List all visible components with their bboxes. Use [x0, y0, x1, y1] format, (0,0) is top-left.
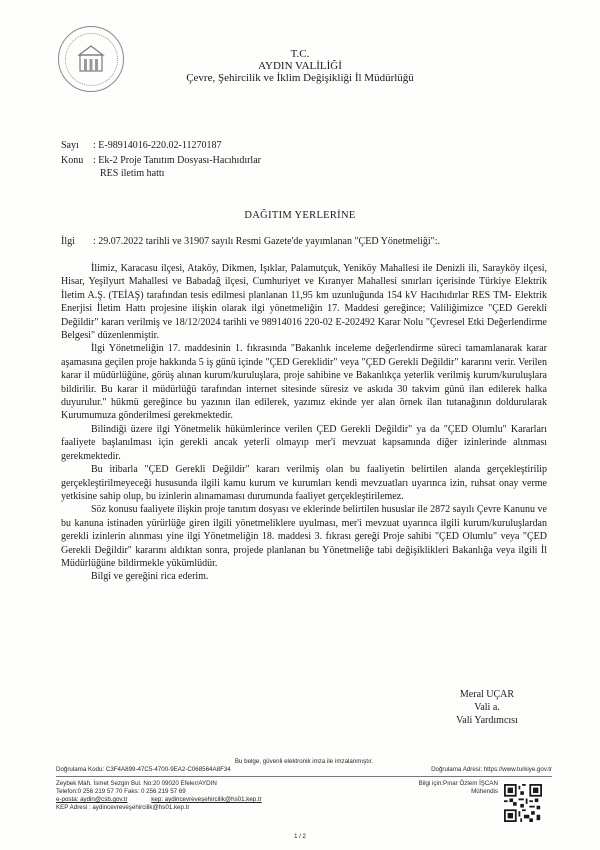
signature-block [432, 688, 542, 727]
header-governorship: AYDIN VALİLİĞİ [258, 60, 342, 72]
sayi-value: : E-98914016-220.02-11270187 [93, 140, 222, 151]
footer-divider [56, 776, 552, 777]
signer-name: Meral UÇAR [459, 689, 515, 700]
page-number: 1 / 2 [294, 834, 306, 840]
paragraph-2: İlgi Yönetmeliğin 17. maddesinin 1. fıkrasında "Bakanlık inceleme değerlendirme süreci tamamlanarak karar aşamasına geçilen proje hakkında 5 iş günü içinde "ÇED Gereklidir" veya "ÇED Gerekli Değildir" kararını verir. Verilen karar il müdürlüğüne, görüş alınan kurum/kuruluşlara, proje sahibine ve Bakanlıkça yeterlik verilmiş kurum/kuruluşlara bildirilir. Bu karar il müdürlüğü tarafından internet sitesinde süresiz ve askıda 30 takvim günü ilan edilerek halka duyurulur." hükmü gereğince bu yazının ilan edilerek, yazımız ekinde yer alan örnek ilan tutanağının doldurularak Kurumumuza gönderilmesi gerekmektedir. [61, 343, 547, 422]
paragraph-1: İlimiz, Karacasu ilçesi, Ataköy, Dikmen, Işıklar, Palamutçuk, Yeniköy Mahallesi ile Denizli ili, Sarayköy ilçesi, Hisar, Yeşilyurt Mahallesi ve Babadağ ilçesi, Cumhuriyet ve Kıranyer Mahallesi sınırları içerisinde Türkiye Elektrik İletim A.Ş. (TEİAŞ) tarafından tesis edilmesi planlanan 11,95 km uzunluğunda 154 kV Hacıhıdırlar RES TM- Elektrik Enerjisi İletim Hattı projesine ilişkin olarak ilgi yönetmeliğin 17. Maddesi gereğince; Valiliğimizce "ÇED Gerekli Değildir" kararı verilmiş ve 18/12/2024 tarihli ve 98914016 220-02 E-202492 Karar Nolu "Çevresel Etki Değerlendirme Belgesi" düzenlenmiştir. [61, 263, 547, 342]
footer-email [56, 796, 552, 804]
paragraph-6: Bilgi ve gereğini rica ederim. [91, 571, 209, 583]
ilgi-label: İlgi [61, 236, 75, 247]
verification-address: Doğrulama Adresi: https://www.turkiye.gov.tr [431, 766, 552, 773]
kep-link[interactable]: kep: aydincevreveşehircilik@hs01.kep.tr [151, 796, 262, 803]
paragraph-4: Bu itibarla "ÇED Gerekli Değildir" kararı verilmiş olan bu faaliyetin belirtilen alanda gerçekleştirilip gerçekleştirilmeyeceği hususunda ilgili kamu kurum ve kurumları kendi mevzuatları uyarınca izin, ruhsat onay verme yetkisine sahip olup, bu izinlerin alınamaması durumunda faaliyet gerçekleştirilemez. [61, 464, 547, 502]
ilgi-value: : 29.07.2022 tarihli ve 31907 sayılı Resmi Gazete'de yayımlanan "ÇED Yönetmeliği":. [93, 236, 441, 247]
paragraph-5: Söz konusu faaliyete ilişkin proje tanıtım dosyası ve eklerinde belirtilen hususlar ile 2872 sayılı Çevre Kanunu ve bu kanuna istinaden yürürlüğe giren ilgili yönetmeliklere uyulması, mer'i mevzuat uyarınca ilgili kurum/kuruluşlardan gerekli izinlerin alınması yine ilgi Yönetmeliğin 18. maddesi 3. fıkrası gereği Proje sahibi "ÇED Olumlu" veya "ÇED Gerekli Değildir" kararını aldıktan sonra, projede planlanan bu Yönetmeliğe tabi değişiklikleri Bakanlığa veya ilgili İl Müdürlüğüne bildirmekle yükümlüdür. [61, 504, 547, 569]
header-directorate: Çevre, Şehircilik ve İklim Değişikliği İl Müdürlüğü [186, 72, 414, 84]
footer-info: Bilgi için:Pınar Özlem İŞCAN [418, 780, 498, 787]
distribution-title: DAĞITIM YERLERİNE [244, 210, 356, 221]
konu-label: Konu [61, 155, 84, 166]
email-link[interactable]: e-posta: aydin@csb.gov.tr [56, 796, 128, 803]
header-tc: T.C. [290, 48, 310, 60]
footer-info-title: Mühendis [471, 788, 498, 795]
verification-code: Doğrulama Kodu: C3F4A899-47C5-4700-9EA2-C068564A8F34 [56, 766, 231, 773]
sayi-label: Sayı [61, 140, 79, 151]
paragraph-3: Bilindiği üzere ilgi Yönetmelik hükümlerince verilen ÇED Gerekli Değildir" ya da "ÇED Olumlu" Kararları faaliyete başlanılması için gerekli ancak yeterli olmayıp mer'i mevzuat kapsamında diğer izinlerinde alınması gerekmektedir. [61, 423, 547, 462]
signer-title-2: Vali Yardımcısı [456, 715, 518, 726]
konu-value-cont: RES iletim hattı [100, 168, 165, 179]
letter-body [61, 262, 547, 584]
qr-code-icon [504, 784, 542, 822]
footer-address: Zeybek Mah. İsmet Sezgin Bul. No:20 09020 Efeler/AYDIN [56, 780, 217, 787]
e-sign-note: Bu belge, güvenli elektronik imza ile imzalanmıştır. [234, 758, 374, 765]
konu-value: : Ek-2 Proje Tanıtım Dosyası-Hacıhıdırlar [93, 155, 261, 166]
signer-title-1: Vali a. [474, 702, 500, 713]
footer-phone: Telefon:0 256 219 57 70 Faks: 0 256 219 57 69 [56, 788, 186, 795]
footer-kep-address: KEP Adresi : aydincevreveşehircilik@hs01.kep.tr [56, 804, 190, 811]
